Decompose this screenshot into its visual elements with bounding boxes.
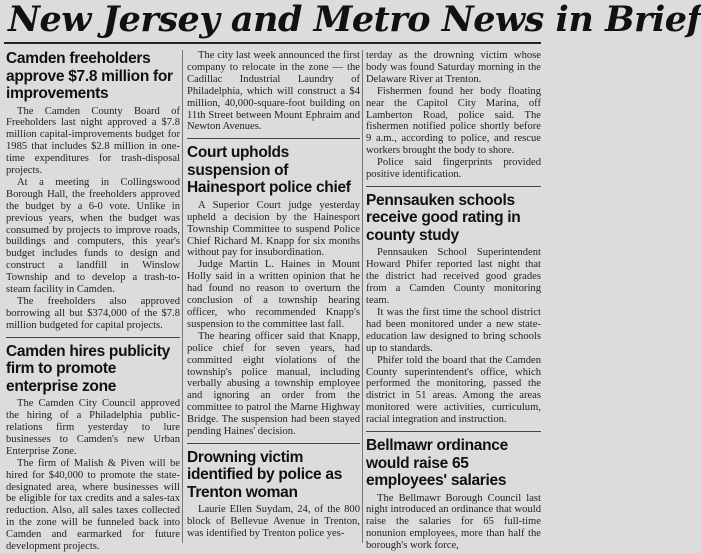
article-paragraph: Laurie Ellen Suydam, 24, of the 800 block of Bellevue Avenue in Trenton, was identified by Trenton police yes-: [187, 504, 360, 540]
column-3: [366, 50, 541, 552]
article-separator: [366, 431, 541, 432]
column-divider: [362, 50, 363, 543]
headline-bellmawr-ordinance: Bellmawr ordinance would raise 65 employees' salaries: [366, 437, 508, 490]
headline-camden-freeholders: Camden freeholders approve $7.8 million for improvements: [6, 50, 173, 102]
article-separator: [6, 337, 180, 338]
article-separator: [366, 186, 541, 187]
headline-hainesport-police: Court upholds suspension of Hainesport police chief: [187, 144, 351, 197]
article-paragraph: The Bellmawr Borough Council last night introduced an ordinance that would raise the salaries for 65 full-time nonunion employees, more than half the borough's work force,: [366, 492, 541, 552]
headline-pennsauken-schools: Pennsauken schools receive good rating in county study: [366, 191, 521, 244]
article-paragraph: Police said fingerprints provided positive identification.: [366, 157, 541, 181]
article-paragraph: The hearing officer said that Knapp, police chief for seven years, had committed eight violations of the township's police manual, including verbally abusing a township employee and ignoring an order from the committee to patrol the Marne Highway Bridge. The suspension had been stayed pending Haines' decision.: [187, 330, 360, 438]
section-banner: New Jersey and Metro News in Brief: [8, 0, 701, 40]
article-paragraph: Judge Martin L. Haines in Mount Holly said in a written opinion that he had found no reason to overturn the conclusion of a township hearing officer, who recommended Knapp's suspension to the committee last fall.: [187, 259, 360, 330]
article-paragraph: The city last week announced the first company to relocate in the zone — the Cadillac Industrial Laundry of Philadelphia, which will construct a $4 million, 40,000-square-foot building on 11th Street between Mount Ephraim and Newton Avenues.: [187, 50, 360, 133]
article-separator: [187, 138, 360, 139]
article-paragraph: The Camden County Board of Freeholders last night approved a $7.8 million capital-improvements budget for 1985 that includes $2.8 million in one-time expenditures for trash-disposal projects.: [6, 105, 180, 177]
banner-rule: [4, 42, 541, 44]
article-separator: [187, 443, 360, 444]
column-2: [187, 50, 360, 543]
column-divider: [182, 50, 183, 543]
column-1: [6, 50, 180, 553]
article-paragraph: A Superior Court judge yesterday upheld a decision by the Hainesport Township Committee to suspend Police Chief Richard M. Knapp for six months without pay for insubordination.: [187, 199, 360, 259]
article-paragraph: The firm of Malish & Piven will be hired for $40,000 to promote the state-designated area, where businesses will be eligible for tax credits and a sales-tax reduction. Also, all sales taxes collected in the zone will be funneled back into Camden and earmarked for future development projects.: [6, 457, 180, 553]
article-paragraph: terday as the drowning victim whose body was found Saturday morning in the Delaware River at Trenton.: [366, 50, 541, 85]
article-paragraph: The freeholders also approved borrowing all but $374,000 of the $7.8 million budgeted for capital projects.: [6, 296, 180, 331]
article-paragraph: Fishermen found her body floating near the Capitol City Marina, off Lamberton Road, police said. The fishermen notified police shortly before 9 a.m., according to police, and rescue workers brought the body to shore.: [366, 85, 541, 157]
article-paragraph: Phifer told the board that the Camden County superintendent's office, which performed the monitoring, passed the district in 51 areas. Among the areas monitored were activities, curriculum, racial integration and instruction.: [366, 354, 541, 426]
article-paragraph: The Camden City Council approved the hiring of a Philadelphia public-relations firm yesterday to lure businesses to Camden's new Urban Enterprise Zone.: [6, 398, 180, 457]
article-paragraph: Pennsauken School Superintendent Howard Phifer reported last night that the district had received good grades from a Camden County monitoring team.: [366, 247, 541, 307]
headline-drowning-victim: Drowning victim identified by police as Trenton woman: [187, 448, 343, 501]
headline-camden-publicity: Camden hires publicity firm to promote enterprise zone: [6, 342, 170, 395]
article-paragraph: It was the first time the school district had been monitored under a new state-education law designed to bring schools up to standards.: [366, 307, 541, 354]
article-paragraph: At a meeting in Collingswood Borough Hall, the freeholders approved the budget by a 6-0 vote. Unlike in previous years, when the budget was consumed by projects to improve roads, buildings and computers, this year's budget includes funds to design and construct a landfill in Winslow Township and to develop a trash-to-steam facility in Camden.: [6, 176, 180, 296]
